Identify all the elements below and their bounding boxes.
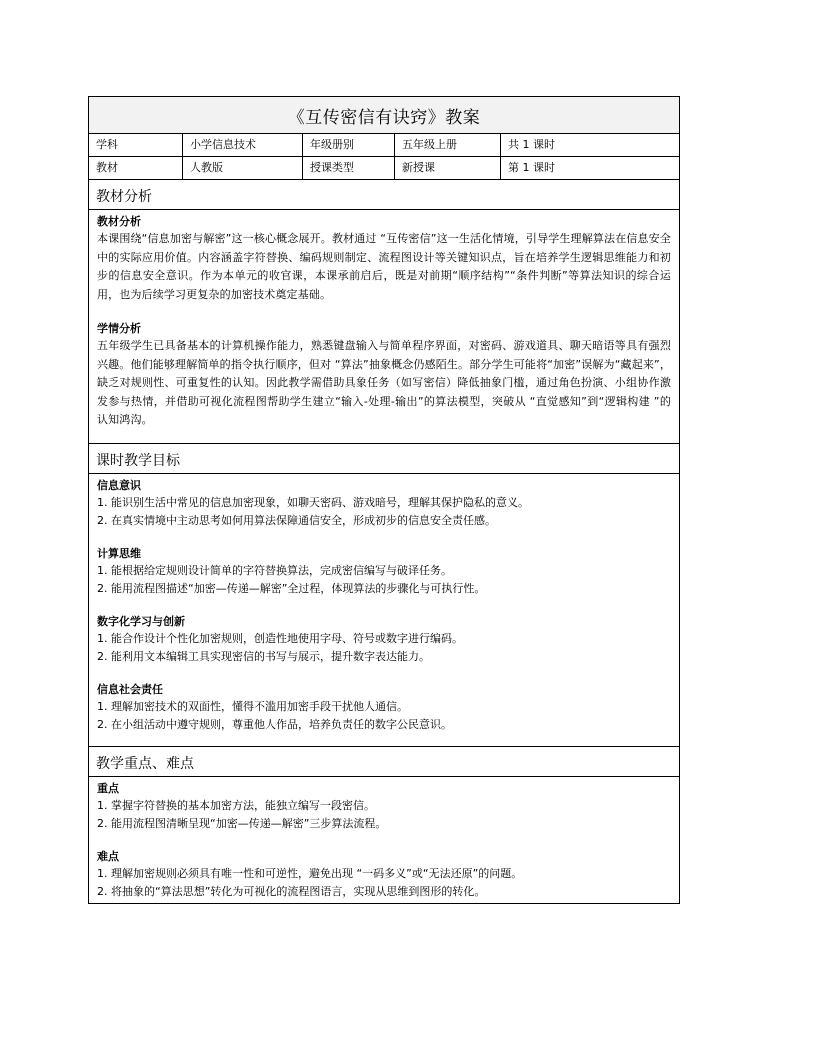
title-row [89,97,679,134]
list-item: 2. 在小组活动中遵守规则，尊重他人作品，培养负责任的数字公民意识。 [97,717,452,731]
list-item: 1. 能根据给定规则设计简单的字符替换算法，完成密信编写与破译任务。 [97,564,452,577]
lesson-type-label: 授课类型 [303,157,395,179]
lesson-plan-table [88,96,680,904]
section-body-objectives [89,474,679,747]
section-heading-objectives: 课时教学目标 [89,444,679,474]
info-row-2 [89,157,679,180]
section-body-key-points [89,777,679,903]
total-hours: 共 1 课时 [508,138,555,151]
section-heading-analysis: 教材分析 [89,180,679,210]
subheading-key-point: 重点 [97,782,119,795]
list-item: 1. 能合作设计个性化加密规则，创造性地使用字母、符号或数字进行编码。 [97,632,463,645]
grade-value: 五年级上册 [395,134,501,156]
subheading-difficulty: 难点 [97,850,119,863]
list-item: 2. 能利用文本编辑工具实现密信的书写与展示，提升数字表达能力。 [97,649,430,663]
textbook-value: 人教版 [183,157,303,179]
subheading-info-awareness: 信息意识 [97,479,141,492]
paragraph-textbook-analysis: 本课围绕“信息加密与解密”这一核心概念展开。教材通过 “互传密信”这一生活化情境，引导学生理解算法在信息安全中的实际应用价值。内容涵盖字符替换、编码规则制定、流程图设计等关键知识点，旨在培养学生逻辑思维能力和初步的信息安全意识。作为本单元的收官课，本课承前启后，既是对前期“顺序结构”“条件判断”等算法知识的综合运用，也为后续学习更复杂的加密技术奠定基础。 [97,232,671,301]
subheading-computational-thinking: 计算思维 [97,547,141,560]
lesson-type-value: 新授课 [395,157,501,179]
grade-label: 年级册别 [303,134,395,156]
list-item: 1. 理解加密规则必须具有唯一性和可逆性，避免出现 “一码多义”或“无法还原”的问题。 [97,867,523,880]
section-body-analysis [89,210,679,444]
list-item: 2. 能用流程图描述“加密—传递—解密”全过程，体现算法的步骤化与可执行性。 [97,581,486,595]
section-heading-key-points: 教学重点、难点 [89,747,679,777]
list-item: 1. 掌握字符替换的基本加密方法，能独立编写一段密信。 [97,799,375,812]
textbook-label: 教材 [89,157,183,179]
list-item: 2. 在真实情境中主动思考如何用算法保障通信安全，形成初步的信息安全责任感。 [97,513,496,527]
paragraph-student-analysis: 五年级学生已具备基本的计算机操作能力，熟悉键盘输入与简单程序界面，对密码、游戏道具、聊天暗语等具有强烈兴趣。他们能够理解简单的指令执行顺序，但对 “算法”抽象概念仍感陌生。部分学生可能将“加密”误解为“藏起来”，缺乏对规则性、可重复性的认知。因此教学需借助具象任务（如写密信）降低抽象门槛，通过角色扮演、小组协作激发参与热情，并借助可视化流程图帮助学生建立“输入-处理-输出”的算法模型，突破从 “直觉感知”到“逻辑构建 ”的认知鸿沟。 [97,339,671,426]
info-row-1 [89,134,679,157]
subheading-social-responsibility: 信息社会责任 [97,683,163,696]
subheading-student-analysis: 学情分析 [97,322,141,335]
subheading-digital-learning: 数字化学习与创新 [97,615,185,628]
lesson-number: 第 1 课时 [508,161,555,174]
subheading-textbook-analysis: 教材分析 [97,215,141,228]
subject-label: 学科 [89,134,183,156]
list-item: 2. 将抽象的“算法思想”转化为可视化的流程图语言，实现从思维到图形的转化。 [97,884,486,898]
list-item: 1. 理解加密技术的双面性，懂得不滥用加密手段干扰他人通信。 [97,700,408,713]
list-item: 1. 能识别生活中常见的信息加密现象，如聊天密码、游戏暗号，理解其保护隐私的意义。 [97,496,529,509]
subject-value: 小学信息技术 [183,134,303,156]
list-item: 2. 能用流程图清晰呈现“加密—传递—解密”三步算法流程。 [97,816,387,830]
document-title: 《互传密信有诀窍》教案 [287,107,481,128]
